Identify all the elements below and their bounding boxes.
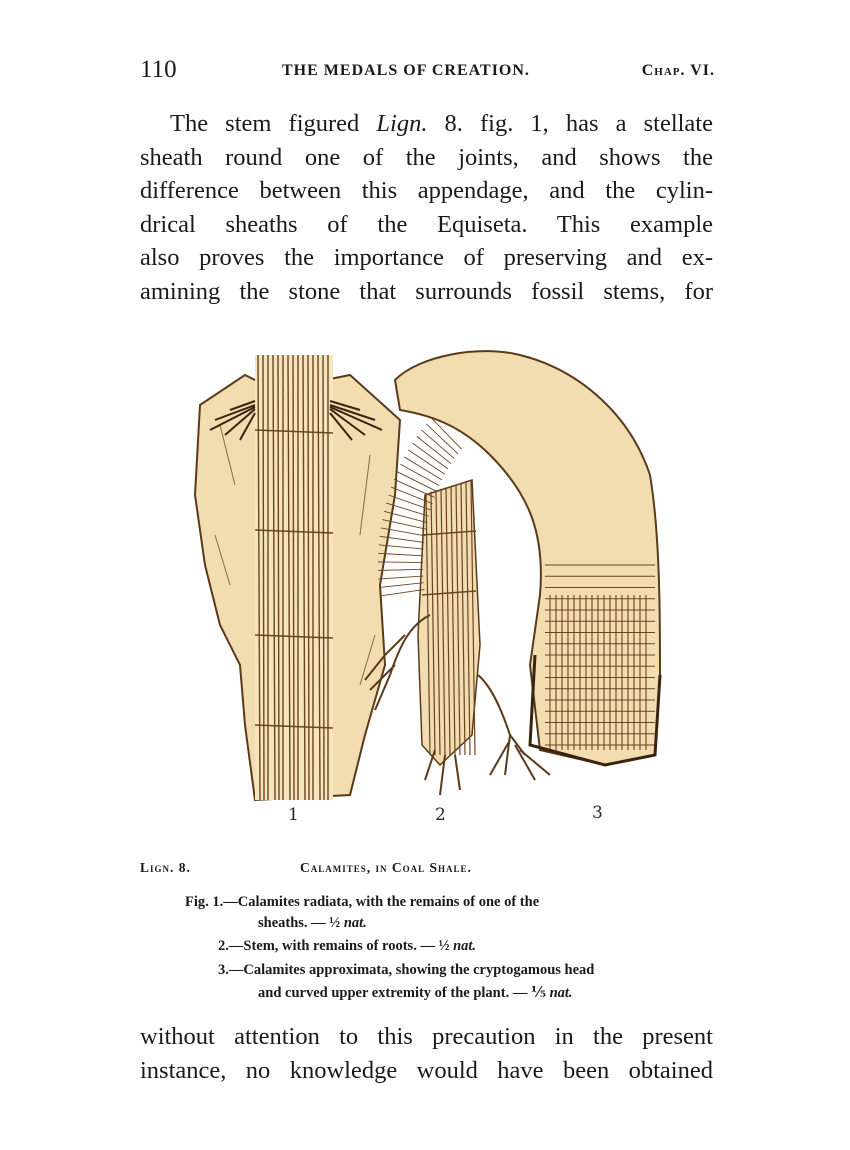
fig1-calamites-radiata	[195, 355, 400, 800]
text-line: difference between this appendage, and the cylin-	[140, 177, 713, 204]
calamites-engraving	[160, 335, 700, 835]
figure-caption-heading	[140, 860, 715, 880]
paragraph-bottom	[140, 1020, 713, 1087]
figure-title: Calamites, in Coal Shale.	[300, 860, 472, 875]
text-line: instance, no knowledge would have been obtained	[140, 1056, 713, 1084]
figure-label-1: 1	[288, 805, 299, 825]
caption-nat: nat.	[549, 985, 573, 1001]
caption-line: Fig. 1.—Calamites radiata, with the remains of one of the	[185, 894, 540, 910]
text-line: drical sheaths of the Equiseta. This example	[140, 210, 713, 238]
figure-reference: Lign.	[376, 110, 428, 137]
fig1-stem	[255, 355, 333, 800]
caption-line	[258, 913, 367, 934]
caption-line	[218, 936, 476, 957]
caption-text: and curved upper extremity of the plant. — ⅕	[258, 985, 550, 1001]
text-span: The stem figured	[170, 110, 377, 137]
engraving-figure	[160, 335, 700, 835]
text-line	[140, 107, 713, 141]
page-number: 110	[140, 56, 177, 83]
page-header	[140, 56, 715, 86]
caption-text: 2.—Stem, with remains of roots. — ½	[218, 938, 454, 954]
figure-label-2: 2	[435, 805, 446, 825]
text-line: without attention to this precaution in the present	[140, 1023, 713, 1050]
text-line: sheath round one of the joints, and shows the	[140, 143, 713, 171]
caption-line: 3.—Calamites approximata, showing the cryptogamous head	[218, 962, 595, 978]
caption-nat: nat.	[453, 938, 477, 954]
paragraph-top	[140, 107, 713, 308]
running-title: THE MEDALS OF CREATION.	[282, 62, 530, 79]
fig2-stem-with-roots	[365, 480, 550, 795]
figure-label-3: 3	[592, 803, 603, 823]
text-span: 8. fig. 1, has a stellate	[427, 110, 713, 137]
figure-number: Lign. 8.	[140, 860, 191, 875]
caption-text: sheaths. — ½	[258, 915, 344, 931]
text-line: also proves the importance of preserving and ex-	[140, 244, 713, 271]
caption-line	[258, 983, 573, 1004]
text-line: amining the stone that surrounds fossil stems, for	[140, 277, 713, 305]
caption-nat: nat.	[343, 915, 367, 931]
chapter-label: Chap. VI.	[641, 62, 715, 79]
